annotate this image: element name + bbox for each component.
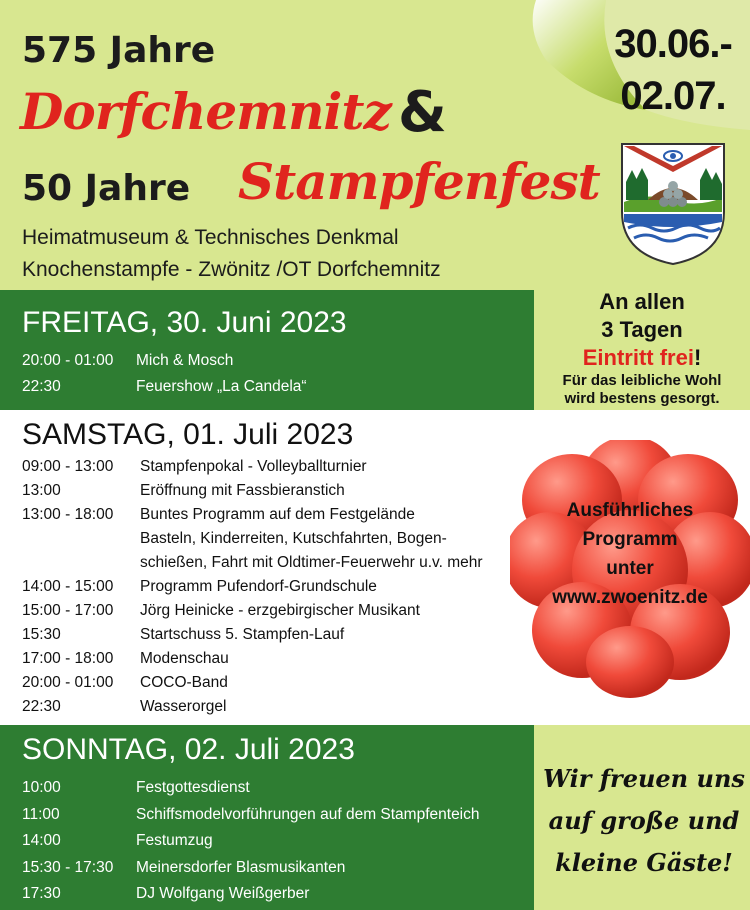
friday-section [0, 290, 534, 410]
event-name: DJ Wolfgang Weißgerber [136, 885, 310, 902]
venue-line-1: Heimatmuseum & Technisches Denkmal [22, 226, 399, 249]
event-name: Jörg Heinicke - erzgebirgischer Musikant [140, 602, 420, 619]
all-days-line-1: An allen [599, 289, 685, 314]
venue-line-2: Knochenstampfe - Zwönitz /OT Dorfchemnitz [22, 258, 441, 281]
festival-name: Stampfenfest [238, 152, 600, 211]
event-time: 10:00 [22, 779, 61, 796]
saturday-title: SAMSTAG, 01. Juli 2023 [22, 418, 354, 451]
free-entry-text: Eintritt frei [582, 345, 694, 370]
event-time: 14:00 - 15:00 [22, 578, 114, 595]
catering-line-2: wird bestens gesorgt. [564, 390, 720, 407]
ampersand: & [398, 80, 447, 145]
event-name: Feuershow „La Candela“ [136, 378, 307, 395]
welcome-line-2: auf große und [548, 806, 740, 835]
date-end: 02.07. [620, 74, 726, 118]
event-time: 15:30 - 17:30 [22, 858, 114, 876]
all-days-line-2: 3 Tagen [601, 317, 683, 342]
event-time: 15:00 - 17:00 [22, 602, 114, 619]
event-name: Festumzug [136, 832, 213, 849]
free-entry-exclamation: ! [693, 345, 702, 370]
event-name: schießen, Fahrt mit Oldtimer-Feuerwehr u.v. mehr [140, 554, 483, 571]
sunday-section [0, 725, 534, 910]
event-name: Mich & Mosch [136, 352, 234, 369]
event-name: Schiffsmodelvorführungen auf dem Stampfenteich [136, 805, 480, 823]
welcome-line-1: Wir freuen uns [543, 764, 745, 793]
program-info [530, 496, 730, 612]
event-name: Wasserorgel [140, 698, 227, 715]
event-time: 11:00 [22, 805, 60, 823]
event-time: 17:30 [22, 885, 61, 902]
event-time: 22:30 [22, 378, 61, 395]
event-name: Meinersdorfer Blasmusikanten [136, 858, 346, 876]
event-time: 09:00 - 13:00 [22, 458, 114, 475]
event-time: 22:30 [22, 698, 61, 715]
event-time: 20:00 - 01:00 [22, 674, 114, 691]
fifty-years-heading: 50 Jahre [22, 168, 191, 209]
event-name: COCO-Band [140, 674, 228, 691]
friday-title: FREITAG, 30. Juni 2023 [22, 306, 347, 339]
free-entry-label [536, 344, 748, 372]
event-time: 13:00 [22, 482, 61, 499]
catering-line-1: Für das leibliche Wohl [562, 372, 722, 389]
program-line-2: Programm [582, 529, 678, 550]
event-name: Programm Pufendorf-Grundschule [140, 578, 377, 595]
village-name: Dorfchemnitz [20, 82, 391, 141]
event-name: Modenschau [140, 650, 229, 667]
program-line-1: Ausführliches [566, 500, 694, 521]
event-name: Startschuss 5. Stampfen-Lauf [140, 626, 345, 643]
program-url: www.zwoenitz.de [552, 587, 708, 608]
free-entry-box [536, 288, 748, 408]
event-time: 13:00 - 18:00 [22, 506, 114, 523]
event-time: 14:00 [22, 832, 61, 849]
event-name: Festgottesdienst [136, 779, 250, 796]
event-time: 20:00 - 01:00 [22, 352, 114, 369]
welcome-message [540, 758, 748, 884]
coat-of-arms-icon [620, 142, 726, 266]
event-name: Eröffnung mit Fassbieranstich [140, 482, 345, 499]
date-range [598, 18, 748, 122]
event-name: Basteln, Kinderreiten, Kutschfahrten, Bogen- [140, 530, 447, 547]
welcome-line-3: kleine Gäste! [555, 848, 733, 877]
event-time: 15:30 [22, 626, 61, 643]
program-line-3: unter [606, 558, 654, 579]
event-name: Stampfenpokal - Volleyballturnier [140, 458, 367, 475]
anniversary-heading: 575 Jahre [22, 30, 216, 71]
event-time: 17:00 - 18:00 [22, 650, 114, 667]
date-start: 30.06.- [614, 22, 732, 66]
sunday-title: SONNTAG, 02. Juli 2023 [22, 733, 355, 766]
event-name: Buntes Programm auf dem Festgelände [140, 506, 415, 523]
